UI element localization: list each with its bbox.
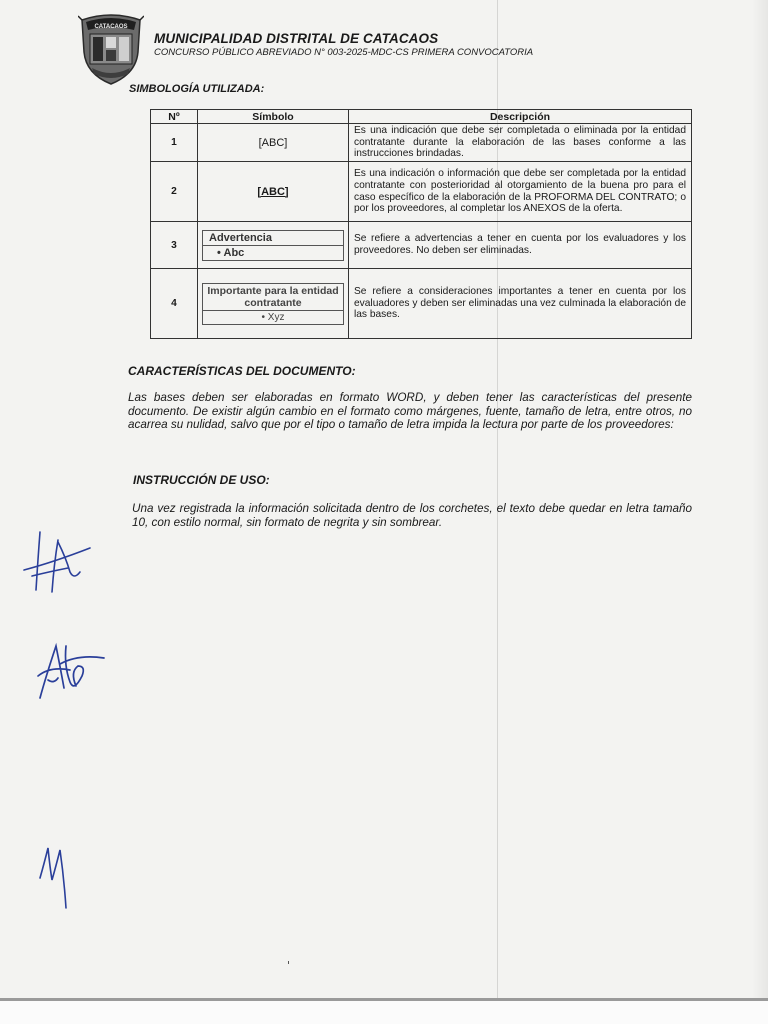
column-header-symbol: Símbolo: [198, 110, 349, 124]
scan-background: [0, 1001, 768, 1024]
seal-text: CATACAOS: [94, 24, 128, 30]
table-row: [151, 124, 692, 162]
row-description: Es una indicación o información que debe ser completada por la entidad contratante con posterioridad al otorgamiento de la buena pro para el caso específico de la elaboración de la PROFORMA DEL CONTRATO; o por los proveedores, al completar los ANEXOS de la oferta.: [349, 162, 692, 222]
warning-box-item: • Abc: [217, 246, 245, 259]
column-header-description: Descripción: [349, 110, 692, 124]
important-box-item: • Xyz: [261, 311, 285, 323]
important-box-title: Importante para la entidad contratante: [203, 284, 343, 311]
characteristics-paragraph: Las bases deben ser elaboradas en formato WORD, y deben tener las características del presente documento. De existir algún cambio en el formato como márgenes, fuente, tamaño de letra, entre otros, no acarrea su nulidad, salvo que por el tipo o tamaño de letra impida la lectura por parte de los proveedores:: [128, 391, 692, 432]
row-description: Se refiere a consideraciones importantes a tener en cuenta por los evaluadores y deben ser eliminadas una vez culminada la elaboración de las bases.: [349, 269, 692, 339]
handwritten-initial: [36, 838, 80, 912]
scan-speck: [288, 961, 289, 964]
row-description: Se refiere a advertencias a tener en cuenta por los evaluadores y los proveedores. No deben ser eliminadas.: [349, 222, 692, 269]
handwritten-signature: [30, 636, 110, 706]
instruction-heading: INSTRUCCIÓN DE USO:: [133, 473, 270, 487]
row-number: 4: [151, 269, 198, 339]
symbology-table: [150, 109, 692, 339]
row-symbol: [198, 222, 349, 269]
symbol-bracket-plain: [ABC]: [258, 136, 288, 149]
row-number: 3: [151, 222, 198, 269]
important-box-sample: [202, 283, 344, 325]
symbology-heading: SIMBOLOGÍA UTILIZADA:: [129, 83, 265, 95]
handwritten-initials-signature: [18, 528, 96, 598]
column-header-number: Nº: [151, 110, 198, 124]
table-row: [151, 162, 692, 222]
characteristics-heading: CARACTERÍSTICAS DEL DOCUMENTO:: [128, 364, 356, 378]
row-number: 2: [151, 162, 198, 222]
page-edge-shadow: [752, 0, 768, 1000]
row-description: Es una indicación que debe ser completada o eliminada por la entidad contratante durante la elaboración de las bases conforme a las instrucciones brindadas.: [349, 124, 692, 162]
warning-box-sample: [202, 230, 344, 261]
municipality-title: MUNICIPALIDAD DISTRITAL DE CATACAOS: [154, 31, 439, 46]
contest-subtitle: CONCURSO PÚBLICO ABREVIADO N° 003-2025-MDC-CS PRIMERA CONVOCATORIA: [154, 47, 534, 58]
municipality-seal-logo: [78, 12, 144, 86]
table-row: [151, 269, 692, 339]
row-symbol: [198, 124, 349, 162]
row-symbol: [198, 269, 349, 339]
symbol-bracket-underlined: [ABC]: [257, 185, 289, 198]
table-header-row: [151, 110, 692, 124]
warning-box-title: Advertencia: [203, 231, 343, 246]
table-row: [151, 222, 692, 269]
row-symbol: [198, 162, 349, 222]
row-number: 1: [151, 124, 198, 162]
instruction-paragraph: Una vez registrada la información solicitada dentro de los corchetes, el texto debe quedar en letra tamaño 10, con estilo normal, sin formato de negrita y sin sombrear.: [132, 502, 692, 529]
